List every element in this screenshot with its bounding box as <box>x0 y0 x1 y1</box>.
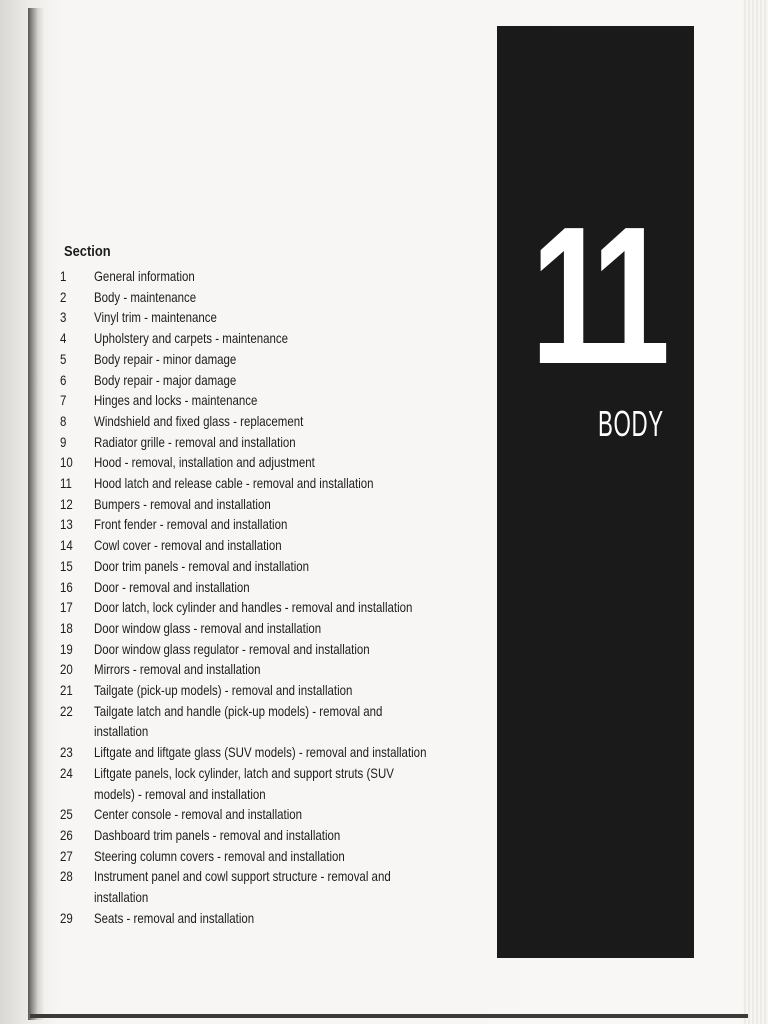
toc-entry-title: Door latch, lock cylinder and handles - removal and installation <box>94 599 413 616</box>
toc-entry-number: 3 <box>60 309 67 326</box>
toc-entry <box>60 432 500 453</box>
toc-entry <box>60 349 500 370</box>
toc-entry <box>60 659 500 680</box>
toc-entry-number: 24 <box>60 764 73 781</box>
toc-entry-number: 12 <box>60 495 73 512</box>
toc-entry-title: Hinges and locks - maintenance <box>94 392 258 409</box>
toc-entry-number: 4 <box>60 330 67 347</box>
toc-entry <box>60 452 500 473</box>
toc-entry <box>60 866 500 907</box>
toc-entry <box>60 618 500 639</box>
toc-entry-number: 23 <box>60 744 73 761</box>
toc-entry-number: 28 <box>60 868 73 885</box>
chapter-title: BODY <box>598 403 664 444</box>
toc-entry <box>60 577 500 598</box>
toc-entry-number: 11 <box>60 475 72 492</box>
toc-entry <box>60 701 500 742</box>
toc-entry-title: Mirrors - removal and installation <box>94 661 261 678</box>
toc-entry-title: Door window glass regulator - removal and installation <box>94 640 370 657</box>
toc-entry-title: Seats - removal and installation <box>94 909 255 926</box>
toc-entry-title: Dashboard trim panels - removal and installation <box>94 826 341 843</box>
toc-entry-number: 5 <box>60 350 67 367</box>
toc-entry <box>60 804 500 825</box>
toc-entry <box>60 742 500 763</box>
toc-entry <box>60 846 500 867</box>
toc-entry-title: Liftgate and liftgate glass (SUV models) - removal and installation <box>94 744 427 761</box>
toc-entry <box>60 556 500 577</box>
toc-entry <box>60 494 500 515</box>
toc-entry <box>60 908 500 929</box>
toc-entry-number: 25 <box>60 806 73 823</box>
toc-entry-number: 16 <box>60 578 73 595</box>
toc-entry-number: 1 <box>60 268 67 284</box>
toc-entry-number: 18 <box>60 619 73 636</box>
toc-entry-title: Steering column covers - removal and installation <box>94 847 345 864</box>
toc-entry-title: Door window glass - removal and installation <box>94 619 322 636</box>
toc-entry-title: Tailgate latch and handle (pick-up models) - removal and installation <box>94 702 383 740</box>
toc-entry <box>60 763 500 804</box>
toc-entry <box>60 639 500 660</box>
toc-entry-title: Liftgate panels, lock cylinder, latch and support struts (SUV models) - removal and installation <box>94 764 394 802</box>
toc-entry-number: 19 <box>60 640 73 657</box>
toc-entry-number: 20 <box>60 661 73 678</box>
toc-entry-number: 2 <box>60 288 67 305</box>
toc-entry-title: Windshield and fixed glass - replacement <box>94 412 304 429</box>
toc-entry-number: 27 <box>60 847 73 864</box>
toc-entry <box>60 307 500 328</box>
toc-entry <box>60 514 500 535</box>
toc-entry-title: Radiator grille - removal and installation <box>94 433 296 450</box>
toc-entry-title: Upholstery and carpets - maintenance <box>94 330 288 347</box>
table-of-contents <box>60 266 500 929</box>
toc-entry <box>60 370 500 391</box>
toc-entry <box>60 411 500 432</box>
book-spine-shadow <box>28 8 44 1020</box>
toc-entry-title: Body repair - major damage <box>94 371 237 388</box>
toc-entry <box>60 680 500 701</box>
toc-entry-title: Body repair - minor damage <box>94 350 237 367</box>
toc-entry <box>60 597 500 618</box>
toc-entry-title: Door trim panels - removal and installation <box>94 557 310 574</box>
toc-entry <box>60 390 500 411</box>
toc-entry-title: Vinyl trim - maintenance <box>94 309 217 326</box>
toc-entry-number: 26 <box>60 826 73 843</box>
toc-entry-number: 9 <box>60 433 67 450</box>
toc-entry <box>60 535 500 556</box>
toc-entry-title: Tailgate (pick-up models) - removal and installation <box>94 682 353 699</box>
toc-entry-number: 22 <box>60 702 73 719</box>
toc-entry <box>60 328 500 349</box>
page-edges <box>742 0 768 1024</box>
toc-entry-number: 14 <box>60 537 73 554</box>
toc-entry-number: 7 <box>60 392 67 409</box>
toc-entry <box>60 825 500 846</box>
toc-entry-number: 17 <box>60 599 73 616</box>
toc-entry-title: Door - removal and installation <box>94 578 250 595</box>
toc-entry-number: 21 <box>60 682 73 699</box>
toc-entry <box>60 266 500 287</box>
toc-entry-number: 15 <box>60 557 73 574</box>
toc-entry-number: 8 <box>60 412 67 429</box>
toc-entry-title: Instrument panel and cowl support structure - removal and installation <box>94 868 391 906</box>
toc-entry-title: Front fender - removal and installation <box>94 516 288 533</box>
chapter-number: 11 <box>530 186 661 405</box>
toc-entry-number: 13 <box>60 516 73 533</box>
toc-entry <box>60 287 500 308</box>
toc-entry-title: Body - maintenance <box>94 288 197 305</box>
toc-entry-number: 6 <box>60 371 67 388</box>
toc-entry-title: Center console - removal and installation <box>94 806 303 823</box>
section-heading: Section <box>64 243 111 260</box>
toc-entry-title: Cowl cover - removal and installation <box>94 537 282 554</box>
chapter-tab-band <box>497 26 694 958</box>
toc-entry-number: 10 <box>60 454 73 471</box>
toc-entry-number: 29 <box>60 909 73 926</box>
toc-entry-title: General information <box>94 268 195 284</box>
page-bottom-edge <box>30 1014 748 1018</box>
toc-entry-title: Hood - removal, installation and adjustment <box>94 454 315 471</box>
toc-entry-title: Bumpers - removal and installation <box>94 495 271 512</box>
toc-entry-title: Hood latch and release cable - removal and installation <box>94 475 374 492</box>
toc-entry <box>60 473 500 494</box>
